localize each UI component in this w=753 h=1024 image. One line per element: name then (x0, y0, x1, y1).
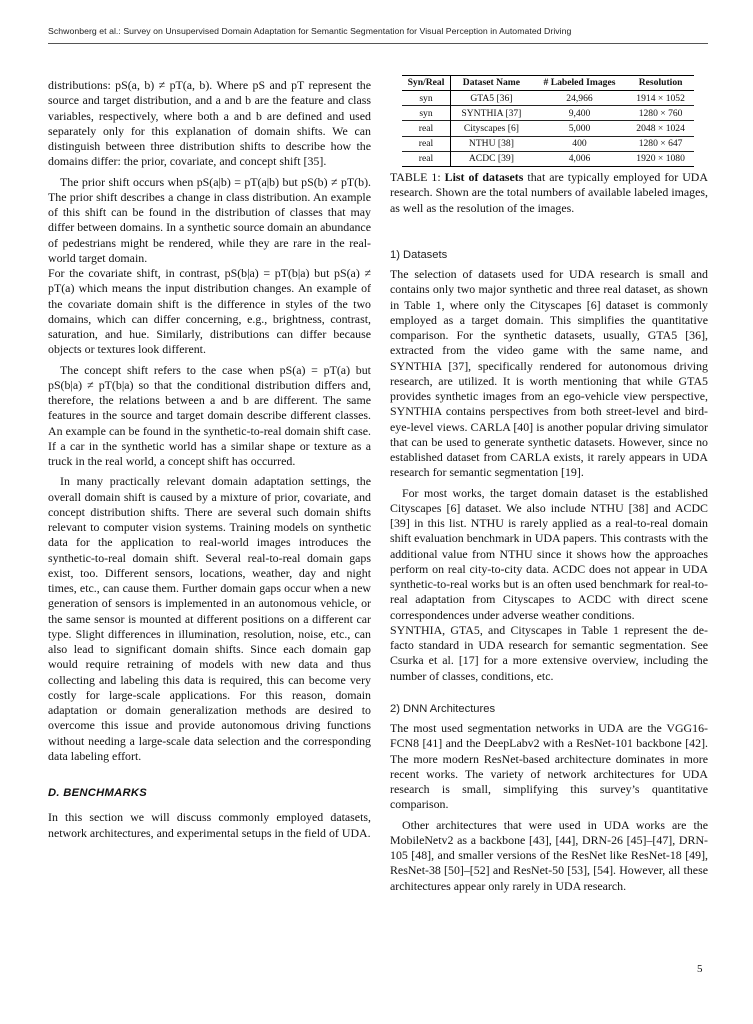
paragraph: The most used segmentation networks in UDA are the VGG16-FCN8 [41] and the DeepLabv2 with a ResNet-101 backbone [42]. The more modern ResNet-based architecture dominates in more recent works. The variety of network architectures for UDA research is small, simplifying this survey’s quantitative comparison. (390, 721, 708, 812)
table-row (402, 151, 694, 166)
table-header-cell: Syn/Real (402, 76, 451, 91)
table-cell: 400 (532, 136, 627, 151)
table-cell: GTA5 [36] (451, 91, 532, 106)
table-cell: 1280 × 760 (627, 106, 694, 121)
page-number: 5 (697, 963, 703, 975)
table-header-cell: Resolution (627, 76, 694, 91)
table-cell: real (402, 151, 451, 166)
table-cell: NTHU [38] (451, 136, 532, 151)
table-row (402, 106, 694, 121)
caption-bold: List of datasets (444, 170, 524, 184)
table-row (402, 121, 694, 136)
table-caption (390, 170, 708, 216)
paragraph: distributions: pS(a, b) ≠ pT(a, b). Where pS and pT represent the source and target distribution, and a and b are the feature and class variables, respectively, where both a and b are defined and used separately only for this explanation of domain shifts. We can distinguish between three distribution shifts to describe how the domains differ: the prior, covariate, and concept shift [35]. (48, 78, 371, 169)
table-header-cell: Dataset Name (451, 76, 532, 91)
paragraph: The concept shift refers to the case when pS(a) = pT(a) but pS(b|a) ≠ pT(b|a) so that the conditional distribution differs and, therefore, the relations between a and b are different. The same features in the source and target domain describe different classes. An example can be found in the synthetic-to-real domain shift case. If a car in the synthetic world has a similar shape or texture as a truck in the real world, a concept shift has occurred. (48, 362, 371, 468)
subsection-heading: 1) Datasets (390, 248, 448, 261)
table-cell: 1914 × 1052 (627, 91, 694, 106)
table-header-cell: # Labeled Images (532, 76, 627, 91)
table-cell: real (402, 121, 451, 136)
table-row (402, 136, 694, 151)
caption-label: TABLE 1: (390, 170, 441, 184)
paragraph: The selection of datasets used for UDA research is small and contains only two major synthetic and three real dataset, as shown in Table 1, where only the Cityscapes [6] dataset is commonly employed as a target domain. This simplifies the quantitative comparison. For the synthetic datasets, usually, GTA5 [36], extracted from the video game with the same name, and SYNTHIA [37], specifically rendered for autonomous driving research, are utilized. It is worth mentioning that while GTA5 provides synthetic images from an ego-vehicle view perspective, SYNTHIA contains perspectives from both street-level and bird-eye-level views. CARLA [40] is another popular driving simulator that can be used to generate synthetic datasets. However, since no established dataset from CARLA exists, it rarely appears in UDA research for semantic segmentation [19]. (390, 267, 708, 480)
paragraph: In many practically relevant domain adaptation settings, the overall domain shift is caused by a mixture of prior, covariate, and concept distribution shifts. There are several such domain shifts relevant to computer vision systems. Training models on synthetic data for the application to real-world images introduces the synthetic-to-real domain shift. Several real-to-real domain gaps exist, too. Different sensors, locations, weather, day and night times, etc., can cause them. Further domain gaps occur when a new generation of sensors is implemented in an autonomous vehicle, or the same sensor is mounted at different positions on a different car type. Slight differences in illumination, resolution, noise, etc., can also lead to significant domain shifts. Since each domain gap would require retraining of models with new data and thus collecting and labeling this data is required, this can become very costly for large-scale applications. For this reason, domain adaptation or domain generalization methods are desired to overcome this issue and provide autonomous driving functions without needing a large-scale data selection and the corresponding data labeling effort. (48, 474, 371, 763)
table-cell: 2048 × 1024 (627, 121, 694, 136)
left-column (48, 78, 371, 841)
table-cell: 1280 × 647 (627, 136, 694, 151)
paragraph: In this section we will discuss commonly employed datasets, network architectures, and experimental setups in the field of UDA. (48, 810, 371, 840)
table-cell: 5,000 (532, 121, 627, 136)
table-cell: ACDC [39] (451, 151, 532, 166)
header-rule (48, 43, 708, 44)
paragraph: The prior shift occurs when pS(a|b) = pT(a|b) but pS(b) ≠ pT(b). The prior shift describes a change in class distribution. An example of this shift can be found in the distribution of classes that may differ between domains. In a synthetic source domain an abundance of pedestrians might be rendered, while they are rare in the real-world target domain. (48, 174, 371, 265)
right-column (390, 170, 708, 894)
table-cell: syn (402, 91, 451, 106)
datasets-table (402, 75, 694, 167)
table-header-row (402, 76, 694, 91)
table-cell: syn (402, 106, 451, 121)
section-heading: D. BENCHMARKS (48, 787, 147, 799)
paragraph: For the covariate shift, in contrast, pS(b|a) = pT(b|a) but pS(a) ≠ pT(a) which means the input distribution changes. An example of the covariate domain shift is the difference in styles of the two domains, which can differ concerning, e.g., brightness, contrast, saturation, and hue. Similarly, distributions can differ because objects or textures look different. (48, 266, 371, 357)
paragraph: Other architectures that were used in UDA works are the MobileNetv2 as a backbone [43], [44], DRN-26 [45]–[47], DRN-105 [48], and smaller versions of the ResNet like ResNet-18 [49], ResNet-38 [50]–[52] and ResNet-50 [53], [54]. However, all these architectures appear only rarely in UDA research. (390, 817, 708, 893)
running-header: Schwonberg et al.: Survey on Unsupervised Domain Adaptation for Semantic Segmentation for Visual Perception in Automated Driving (48, 26, 572, 36)
table-cell: 1920 × 1080 (627, 151, 694, 166)
table-cell: 24,966 (532, 91, 627, 106)
caption-text: that are typically employed for UDA research. Shown are the total numbers of available labeled images, as well as the resolution of the images. (390, 170, 708, 215)
table-cell: 4,006 (532, 151, 627, 166)
paragraph: For most works, the target domain dataset is the established Cityscapes [6] dataset. We also include NTHU [38] and ACDC [39] in this list. NTHU is rarely applied as a real-to-real domain shift evaluation benchmark in UDA papers. This contrasts with the additional value from NTHU since it shows how the approaches perform on real city-to-city data. ACDC does not appear in UDA synthetic-to-real works but is an often used benchmark for real-to-real adaptation from Cityscapes to ACDC with direct scene correspondences under adverse weather conditions. (390, 485, 708, 622)
subsection-heading: 2) DNN Architectures (390, 702, 496, 715)
table-cell: 9,400 (532, 106, 627, 121)
table-cell: real (402, 136, 451, 151)
paragraph: SYNTHIA, GTA5, and Cityscapes in Table 1 represent the de-facto standard in UDA research for semantic segmentation. See Csurka et al. [17] for a more extensive overview, including the number of classes, conditions, etc. (390, 622, 708, 683)
table-row (402, 91, 694, 106)
table-cell: Cityscapes [6] (451, 121, 532, 136)
table-cell: SYNTHIA [37] (451, 106, 532, 121)
